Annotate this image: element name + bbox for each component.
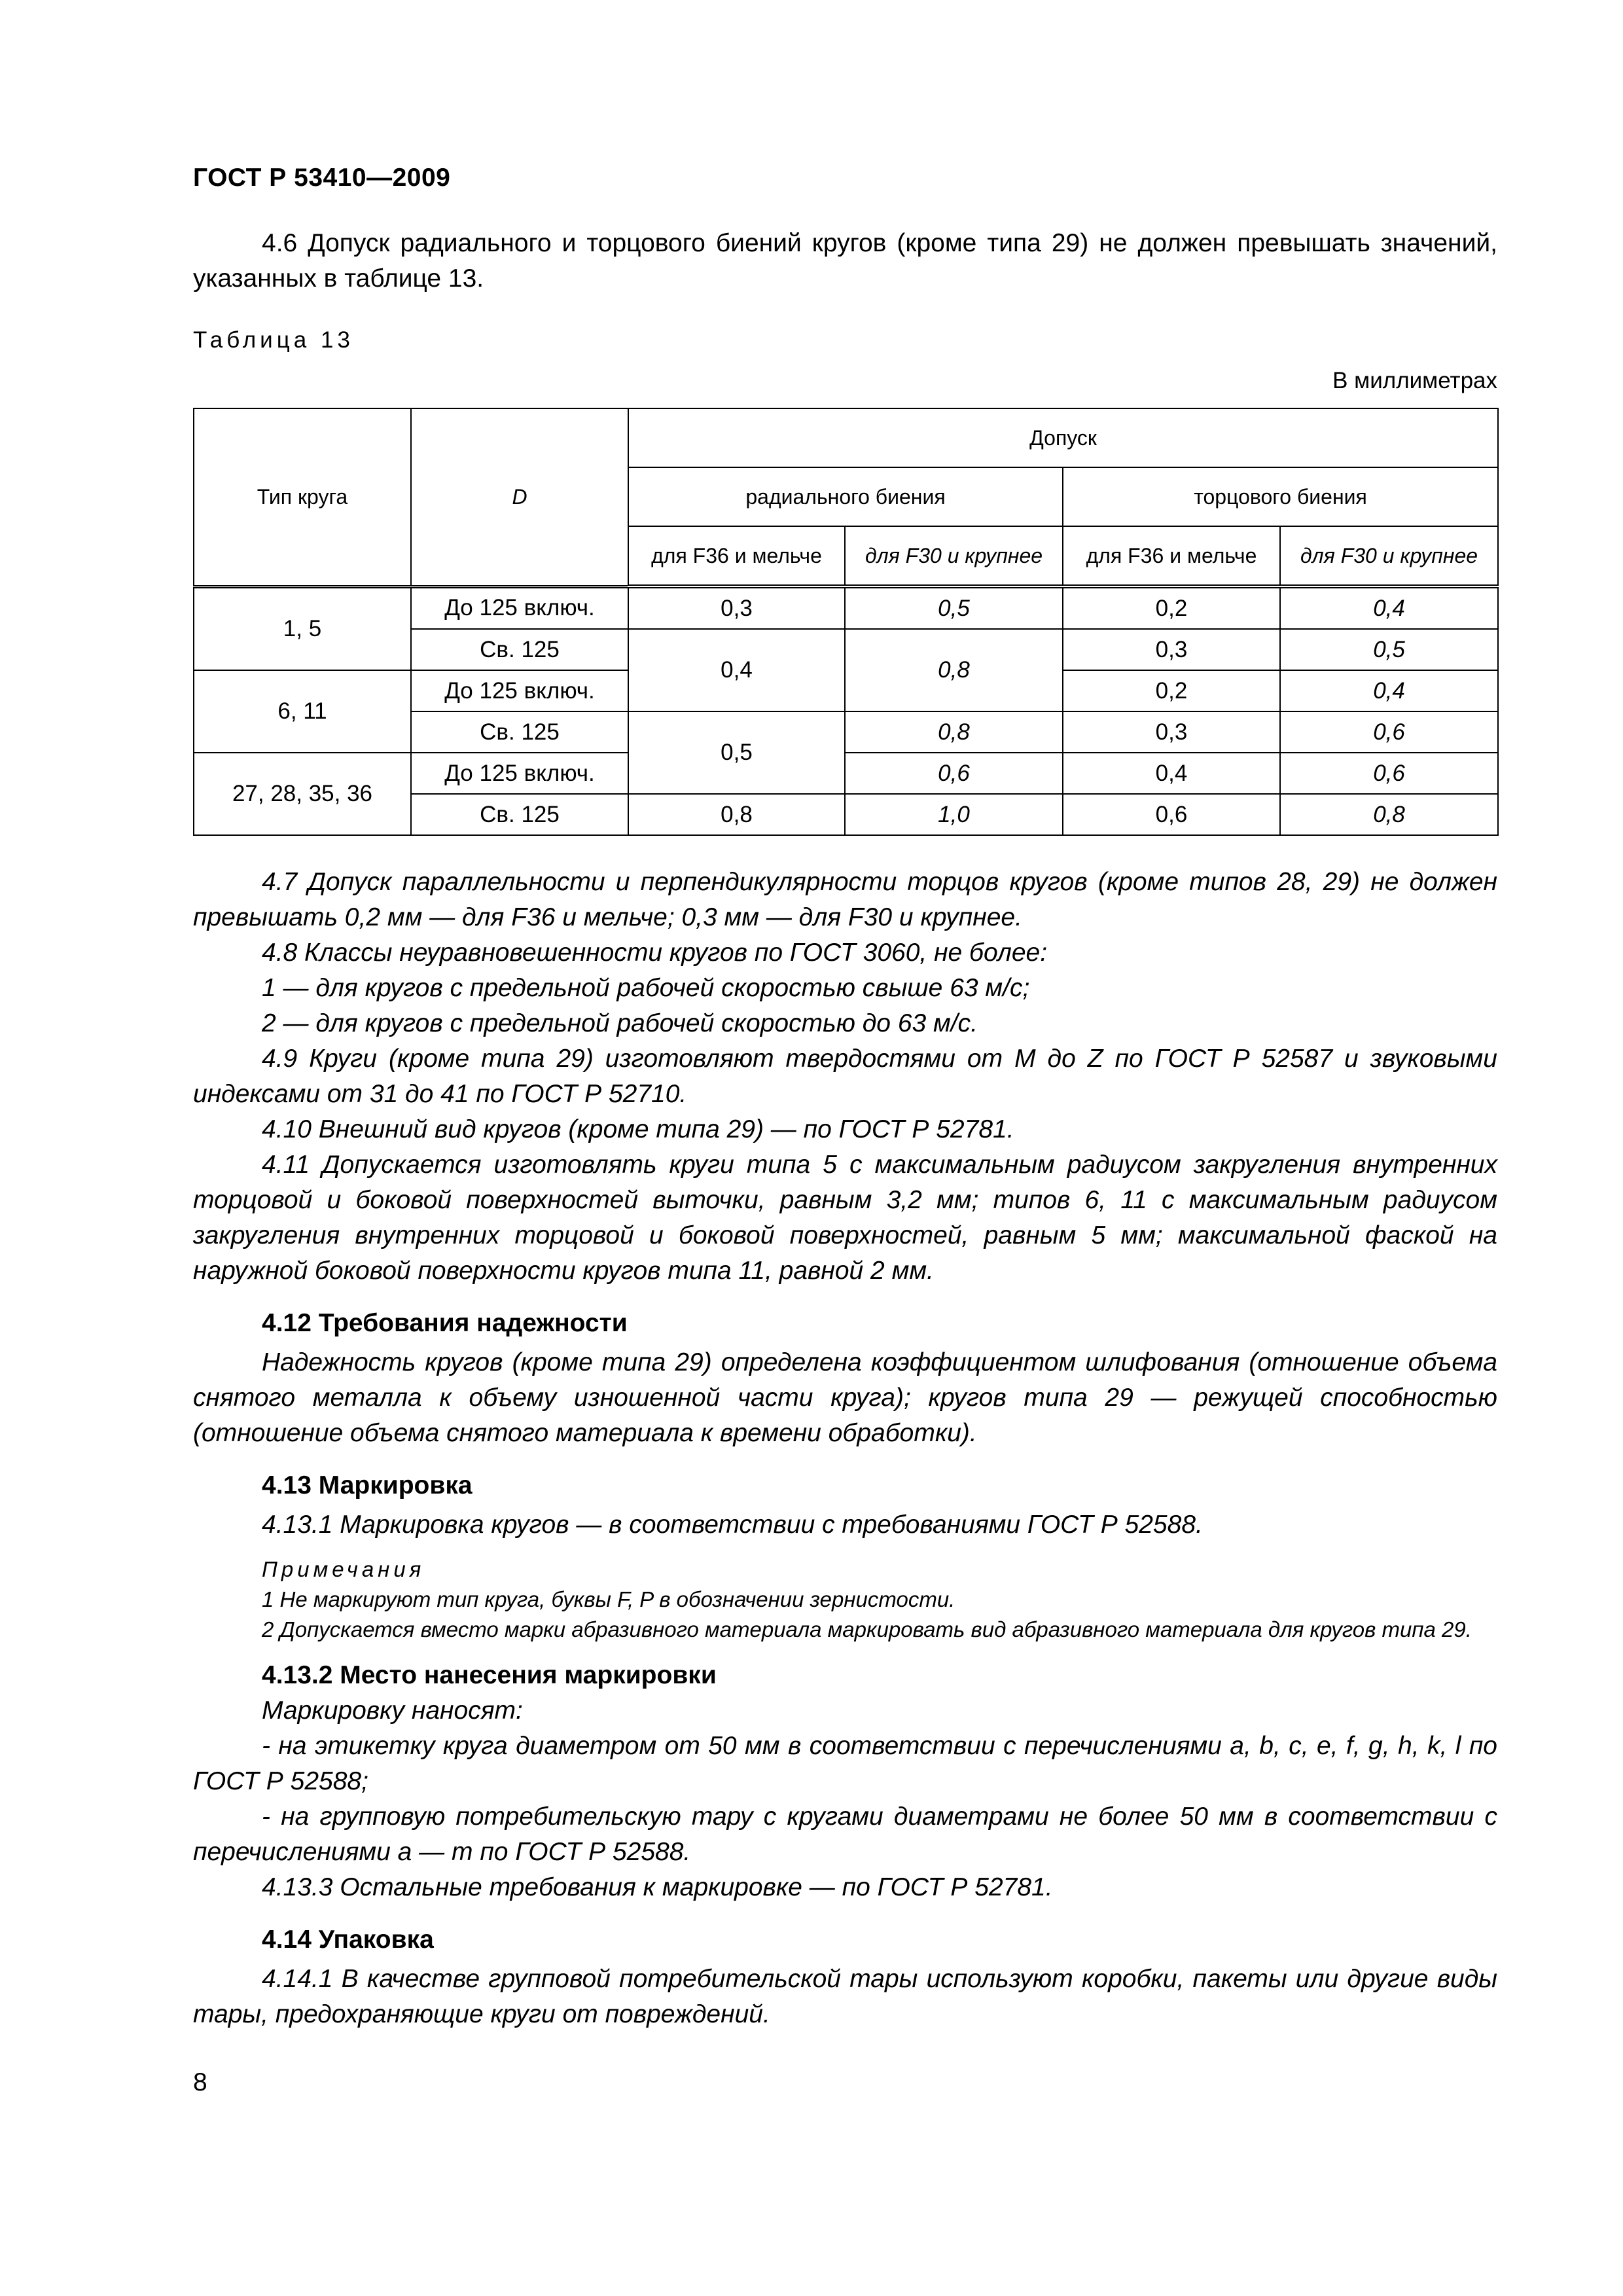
header-type: Тип круга bbox=[194, 408, 411, 586]
paragraph-4-11: 4.11 Допускается изготовлять круги типа 5 с максимальным радиусом закругления внутренних торцовой и боковой поверхностей выточки, равным 3,2 мм; типов 6, 11 с максимальным радиусом закругления внутренних торцовой и боковой поверхностей, равным 5 мм; максимальной фаской на наружной боковой поверхности кругов типа 11, равной 2 мм. bbox=[193, 1151, 1497, 1285]
cell-value: 0,8 bbox=[845, 629, 1063, 711]
paragraph-4-13-3: 4.13.3 Остальные требования к маркировке — по ГОСТ Р 52781. bbox=[262, 1873, 1053, 1901]
cell-value: 0,2 bbox=[1063, 670, 1280, 711]
paragraph-4-8-item-1: 1 — для кругов с предельной рабочей скоростью свыше 63 м/с; bbox=[262, 974, 1030, 1002]
cell-d: До 125 включ. bbox=[411, 753, 628, 794]
paragraph-4-7: 4.7 Допуск параллельности и перпендикулярности торцов кругов (кроме типов 28, 29) не должен превышать 0,2 мм — для F36 и мельче; 0,3 мм — для F30 и крупнее. bbox=[193, 868, 1497, 931]
cell-value: 0,5 bbox=[1280, 629, 1498, 670]
paragraph-4-8-item-2: 2 — для кругов с предельной рабочей скоростью до 63 м/с. bbox=[262, 1009, 978, 1037]
header-radial-fine: для F36 и мельче bbox=[628, 526, 845, 586]
header-radial: радиального биения bbox=[628, 467, 1063, 526]
doc-header: ГОСТ Р 53410—2009 bbox=[193, 164, 451, 192]
cell-d: Св. 125 bbox=[411, 711, 628, 753]
cell-value: 0,6 bbox=[1280, 711, 1498, 753]
paragraph-4-14-1: 4.14.1 В качестве групповой потребительской тары используют коробки, пакеты или другие виды тары, предохраняющие круги от повреждений. bbox=[193, 1965, 1497, 2028]
cell-value: 0,3 bbox=[1063, 711, 1280, 753]
cell-d: До 125 включ. bbox=[411, 670, 628, 711]
cell-value: 0,4 bbox=[1280, 670, 1498, 711]
table-13 bbox=[193, 408, 1499, 836]
cell-d: До 125 включ. bbox=[411, 586, 628, 629]
cell-value: 0,4 bbox=[1063, 753, 1280, 794]
paragraph-4-8: 4.8 Классы неуравновешенности кругов по ГОСТ 3060, не более: bbox=[262, 939, 1048, 967]
header-axial-coarse: для F30 и крупнее bbox=[1280, 526, 1498, 586]
cell-value: 1,0 bbox=[845, 794, 1063, 835]
section-4-14-title: 4.14 Упаковка bbox=[262, 1926, 434, 1954]
cell-value: 0,6 bbox=[1063, 794, 1280, 835]
paragraph-4-9: 4.9 Круги (кроме типа 29) изготовляют твердостями от M до Z по ГОСТ Р 52587 и звуковыми индексами от 31 до 41 по ГОСТ Р 52710. bbox=[193, 1045, 1497, 1108]
cell-value: 0,4 bbox=[628, 629, 845, 711]
notes-title: Примечания bbox=[262, 1557, 425, 1581]
header-axial-fine: для F36 и мельче bbox=[1063, 526, 1280, 586]
table-row bbox=[194, 753, 1498, 794]
cell-type: 27, 28, 35, 36 bbox=[194, 753, 411, 835]
cell-type: 6, 11 bbox=[194, 670, 411, 753]
paragraph-4-6: 4.6 Допуск радиального и торцового биений кругов (кроме типа 29) не должен превышать значений, указанных в таблице 13. bbox=[193, 229, 1497, 293]
cell-value: 0,5 bbox=[628, 711, 845, 794]
note-1: 1 Не маркируют тип круга, буквы F, P в обозначении зернистости. bbox=[262, 1587, 955, 1611]
table-units: В миллиметрах bbox=[1332, 368, 1497, 393]
cell-value: 0,6 bbox=[845, 753, 1063, 794]
cell-value: 0,3 bbox=[628, 586, 845, 629]
header-tolerance: Допуск bbox=[628, 408, 1498, 467]
header-axial: торцового биения bbox=[1063, 467, 1498, 526]
cell-value: 0,8 bbox=[628, 794, 845, 835]
header-d: D bbox=[411, 408, 628, 586]
section-4-13-2-title: 4.13.2 Место нанесения маркировки bbox=[262, 1661, 717, 1689]
note-2: 2 Допускается вместо марки абразивного материала маркировать вид абразивного материала для кругов типа 29. bbox=[262, 1617, 1472, 1641]
section-4-13-title: 4.13 Маркировка bbox=[262, 1471, 473, 1499]
cell-value: 0,3 bbox=[1063, 629, 1280, 670]
paragraph-4-12: Надежность кругов (кроме типа 29) определена коэффициентом шлифования (отношение объема снятого металла к объему изношенной части круга); кругов типа 29 — режущей способностью (отношение объема снятого материала к времени обработки). bbox=[193, 1348, 1497, 1447]
cell-d: Св. 125 bbox=[411, 629, 628, 670]
cell-value: 0,5 bbox=[845, 586, 1063, 629]
paragraph-4-10: 4.10 Внешний вид кругов (кроме типа 29) — по ГОСТ Р 52781. bbox=[262, 1115, 1014, 1143]
cell-value: 0,4 bbox=[1280, 586, 1498, 629]
paragraph-4-13-2-item-2: - на групповую потребительскую тару с кругами диаметрами не более 50 мм в соответствии с перечислениями a — m по ГОСТ Р 52588. bbox=[193, 1803, 1497, 1866]
table-row bbox=[194, 586, 1498, 629]
paragraph-4-13-2-item-1: - на этикетку круга диаметром от 50 мм в соответствии с перечислениями a, b, c, e, f, g, h, k, l по ГОСТ Р 52588; bbox=[193, 1732, 1497, 1795]
cell-value: 0,8 bbox=[845, 711, 1063, 753]
cell-value: 0,8 bbox=[1280, 794, 1498, 835]
document-body bbox=[193, 226, 1497, 2032]
paragraph-4-13-1: 4.13.1 Маркировка кругов — в соответствии с требованиями ГОСТ Р 52588. bbox=[262, 1511, 1203, 1539]
section-4-12-title: 4.12 Требования надежности bbox=[262, 1309, 628, 1337]
page-number: 8 bbox=[193, 2068, 207, 2096]
cell-type: 1, 5 bbox=[194, 586, 411, 670]
cell-value: 0,6 bbox=[1280, 753, 1498, 794]
header-radial-coarse: для F30 и крупнее bbox=[845, 526, 1063, 586]
paragraph-4-13-2: Маркировку наносят: bbox=[262, 1696, 523, 1725]
cell-value: 0,2 bbox=[1063, 586, 1280, 629]
table-caption: Таблица 13 bbox=[193, 327, 354, 353]
cell-d: Св. 125 bbox=[411, 794, 628, 835]
